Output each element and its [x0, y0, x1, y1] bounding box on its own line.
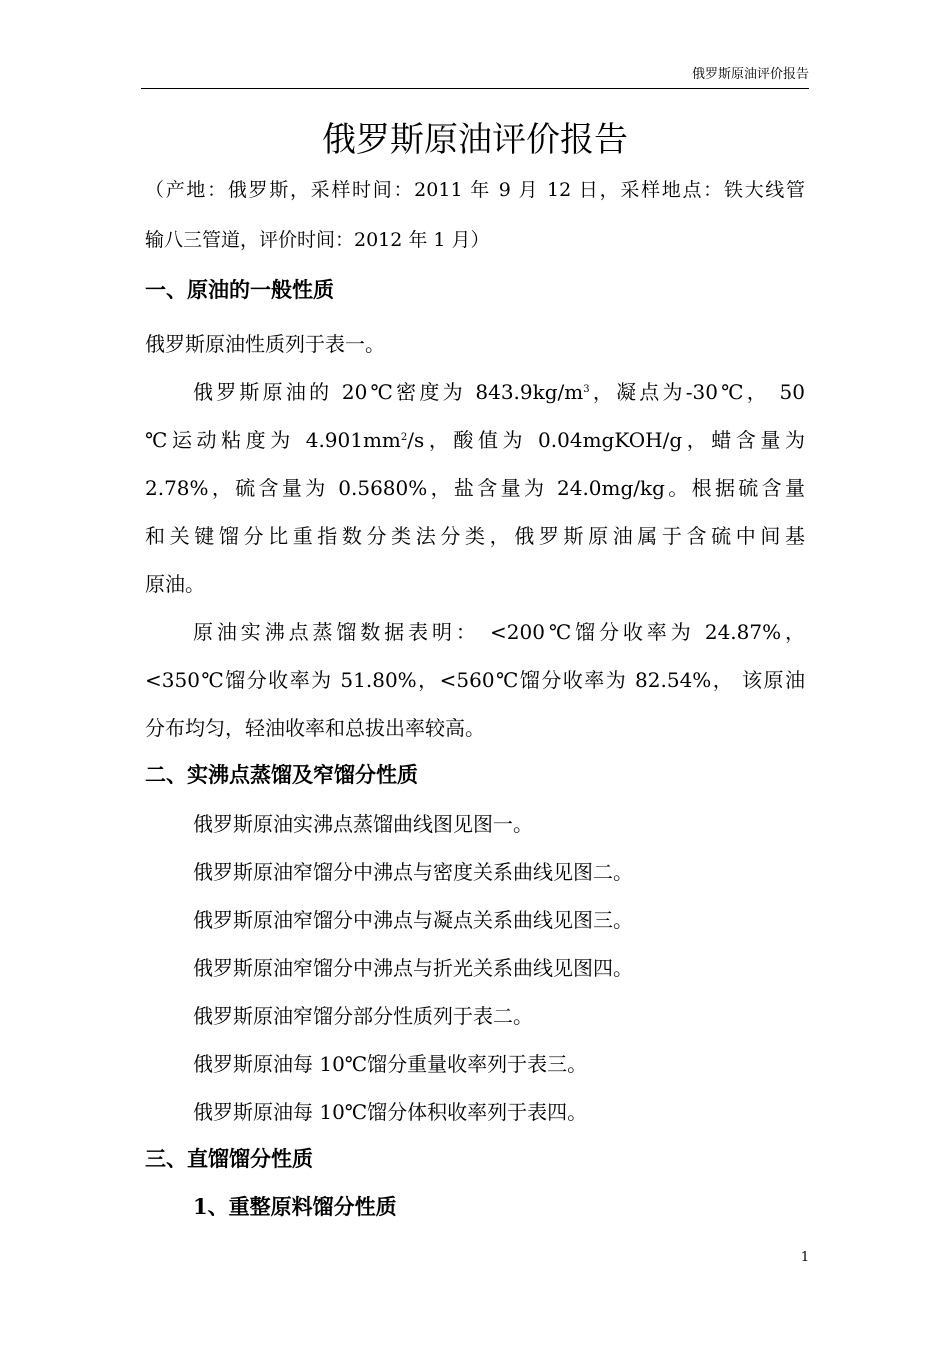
- para-1-line-2-b: /s，酸值为 0.04mgKOH/g，蜡含量为: [407, 428, 805, 452]
- section-1-intro: 俄罗斯原油性质列于表一。: [145, 332, 385, 356]
- unit-superscript-2: 2: [400, 432, 408, 443]
- unit-superscript-3: 3: [583, 384, 590, 395]
- subtitle-line-2: 输八三管道，评价时间：2012 年 1 月）: [145, 229, 490, 251]
- para-1-line-2-a: ℃运动粘度为 4.901mm: [145, 428, 401, 452]
- section-2-item: 俄罗斯原油窄馏分中沸点与凝点关系曲线见图三。: [193, 908, 633, 932]
- para-2-line-1: 原油实沸点蒸馏数据表明： <200℃馏分收率为 24.87%，: [193, 620, 805, 644]
- section-3-heading: 三、直馏馏分性质: [145, 1146, 313, 1171]
- para-2-line-3: 分布均匀，轻油收率和总拔出率较高。: [145, 716, 485, 740]
- section-1-heading: 一、原油的一般性质: [145, 277, 334, 302]
- running-header: 俄罗斯原油评价报告: [691, 67, 809, 82]
- section-2-item: 俄罗斯原油窄馏分中沸点与密度关系曲线见图二。: [193, 860, 633, 884]
- para-1-line-3: 2.78%，硫含量为 0.5680%，盐含量为 24.0mg/kg。根据硫含量: [145, 476, 805, 500]
- para-1-line-5: 原油。: [145, 572, 205, 596]
- section-2-item: 俄罗斯原油实沸点蒸馏曲线图见图一。: [193, 812, 533, 836]
- para-1-line-4: 和关键馏分比重指数分类法分类，俄罗斯原油属于含硫中间基: [145, 524, 805, 548]
- page-title: 俄罗斯原油评价报告: [322, 120, 628, 160]
- header-divider: [141, 88, 809, 89]
- section-3-subheading: 1、重整原料馏分性质: [193, 1194, 397, 1219]
- page-number: 1: [800, 1250, 810, 1265]
- para-2-line-2: <350℃馏分收率为 51.80%，<560℃馏分收率为 82.54%， 该原油: [145, 668, 805, 692]
- para-1-line-1-a: 俄罗斯原油的 20℃密度为 843.9kg/m: [193, 380, 584, 404]
- section-2-heading: 二、实沸点蒸馏及窄馏分性质: [145, 762, 418, 787]
- section-2-item: 俄罗斯原油每 10℃馏分重量收率列于表三。: [193, 1052, 588, 1076]
- para-1-line-1-b: ，凝点为-30℃， 50: [589, 380, 805, 404]
- para-1-line-1: [193, 378, 805, 406]
- section-2-item: 俄罗斯原油窄馏分部分性质列于表二。: [193, 1004, 533, 1028]
- section-2-item: 俄罗斯原油窄馏分中沸点与折光关系曲线见图四。: [193, 956, 633, 980]
- para-1-line-2: [145, 426, 805, 454]
- section-2-item: 俄罗斯原油每 10℃馏分体积收率列于表四。: [193, 1100, 588, 1124]
- subtitle-line-1: （产地：俄罗斯，采样时间：2011 年 9 月 12 日，采样地点：铁大线管: [145, 179, 805, 201]
